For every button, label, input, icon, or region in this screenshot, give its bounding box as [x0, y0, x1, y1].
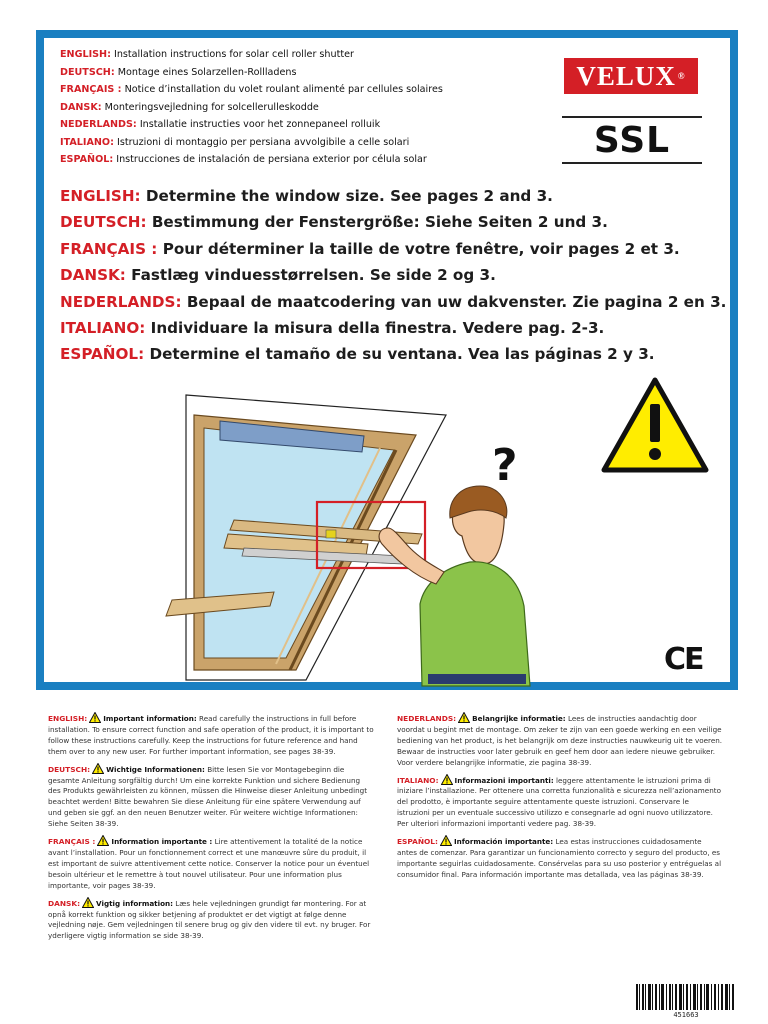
divider — [562, 116, 702, 118]
title-row: ITALIANO: Istruzioni di montaggio per persiana avvolgibile a celle solari — [60, 136, 410, 148]
warning-icon — [600, 376, 710, 476]
title-row: DEUTSCH: Montage eines Solarzellen-Rollladens — [60, 66, 297, 78]
info-paragraph: DANSK: Vigtig information: Læs hele vejledningen grundigt før montering. For at opnå korrekt funktion og sikker betjening af produktet er det vigtigt at følge denne vejledning nøje. Gem vejledningen til senere brug og giv den videre til evt. ny bruger. For yderligere vigtig information se side 38-39. — [48, 898, 371, 941]
title-row: FRANÇAIS : Notice d’installation du volet roulant alimenté par cellules solaires — [60, 84, 443, 95]
warning-icon — [89, 712, 101, 723]
warning-icon — [92, 763, 104, 774]
warning-icon — [82, 897, 94, 908]
info-paragraph: ITALIANO: Informazioni importanti: leggere attentamente le istruzioni prima di iniziare l’installazione. Per ottenere una corretta funzionalità e sicurezza nell’azionamento del prodotto, è importante seguire attentamente queste istruzioni. Conservare le istruzioni per un eventuale successivo utilizzo e consegnarle ad ogni nuovo utilizzatore. Per ulteriori informazioni importanti vedere pag. 38-39. — [397, 775, 721, 829]
blue-frame — [36, 30, 738, 690]
barcode — [636, 984, 736, 1010]
window-illustration — [44, 378, 584, 688]
title-row: ENGLISH: Installation instructions for solar cell roller shutter — [60, 49, 354, 60]
latch — [326, 530, 336, 538]
model-code: SSL — [593, 120, 671, 161]
info-paragraph: FRANÇAIS : Information importante : Lire attentivement la totalité de la notice avant l’installation. Pour un fonctionnement correct et une manœuvre sûre du produit, il est important de suivre attentivement cette notice. Conserver la notice pour un éventuel besoin ultérieur et le remettre à tout nouvel utilisateur. Pour une information plus importante, voir pages 38-39. — [48, 837, 370, 890]
info-paragraph: ENGLISH: Important information: Read carefully the instructions in full before installation. To ensure correct function and safe operation of the product, it is important to follow these instructions carefully. Keep the instructions for future reference and hand them over to any new user. For further important information, see pages 38-39. — [48, 714, 374, 756]
cover-panel — [44, 38, 730, 682]
title-row: NEDERLANDS: Installatie instructies voor het zonnepaneel rolluik — [60, 119, 381, 130]
instruction-row: ENGLISH: Determine the window size. See pages 2 and 3. — [60, 187, 553, 205]
info-column-right — [397, 712, 723, 886]
info-paragraph: ESPAÑOL: Información importante: Lea estas instrucciones cuidadosamente antes de comenzar. Para garantizar un funcionamiento correcto y seguro del producto, es importante seguirlas cuidadosamente. Consérvelas para su uso posterior y entréguelas al consumidor final. Para información importante mas detallada, vea las páginas 38-39. — [397, 837, 722, 879]
person-belt — [428, 674, 526, 684]
instruction-row: FRANÇAIS : Pour déterminer la taille de votre fenêtre, voir pages 2 et 3. — [60, 239, 680, 258]
warning-icon — [440, 835, 452, 846]
ce-mark: CE — [664, 642, 703, 677]
info-paragraph: NEDERLANDS: Belangrijke informatie: Lees de instructies aandachtig door voordat u begint met de montage. Om zeker te zijn van een goede werking en een veilige bediening van het product, is het belangrijk om deze instructies nauwkeurig uit te voeren. Bewaar de instructies voor later gebruik en geef hem door aan iedere nieuwe gebruiker. Voor verdere belangrijke informatie, zie pagina 38-39. — [397, 714, 723, 767]
instruction-row: ESPAÑOL: Determine el tamaño de su ventana. Vea las páginas 2 y 3. — [60, 345, 655, 364]
warning-icon — [458, 712, 470, 723]
question-mark: ? — [492, 440, 518, 491]
title-row: DANSK: Monteringsvejledning for solcellerulleskodde — [60, 101, 319, 113]
instruction-row: DEUTSCH: Bestimmung der Fenstergröße: Siehe Seiten 2 und 3. — [60, 213, 608, 232]
title-list — [60, 46, 443, 169]
instruction-row: ITALIANO: Individuare la misura della finestra. Vedere pag. 2-3. — [60, 319, 605, 338]
info-column-left — [48, 712, 374, 947]
warning-icon — [97, 835, 109, 846]
title-row: ESPAÑOL: Instrucciones de instalación de persiana exterior por célula solar — [60, 154, 427, 165]
velux-logo: VELUX ® — [564, 58, 698, 94]
divider — [562, 162, 702, 164]
instruction-list — [60, 183, 726, 368]
barcode-number: 451663 — [673, 1011, 699, 1019]
instruction-row: DANSK: Fastlæg vinduesstørrelsen. Se side 2 og 3. — [60, 266, 496, 285]
info-paragraph: DEUTSCH: Wichtige Informationen: Bitte lesen Sie vor Montagebeginn die gesamte Anleitung sorgfältig durch! Um eine korrekte Funktion und sichere Bedienung des Produkts gewährleisten zu können, müssen die Hinweise dieser Anleitung unbedingt beachtet werden! Bitte bewahren Sie diese Anleitung für eine spätere Verwendung auf und geben sie ggf. an den neuen Benutzer weiter. Für weitere wichtige Informationen: Siehe Seiten 38-39. — [48, 764, 368, 829]
person — [379, 486, 530, 686]
instruction-row: NEDERLANDS: Bepaal de maatcodering van uw dakvenster. Zie pagina 2 en 3. — [60, 292, 727, 311]
warning-icon — [441, 774, 453, 785]
